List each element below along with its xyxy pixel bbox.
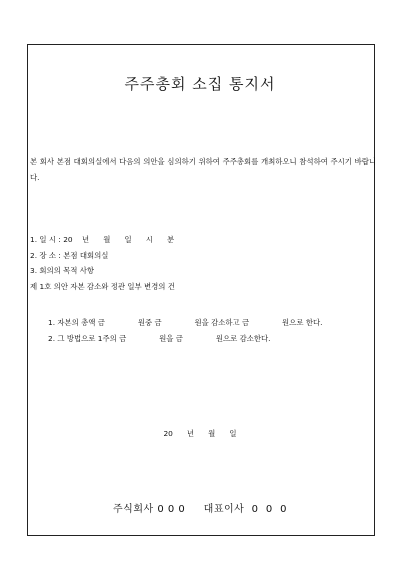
- document-title: 주주총회 소집 통지서: [124, 75, 276, 93]
- agenda-item-datetime: 1. 일 시 : 20 년 월 일 시 분: [30, 235, 175, 244]
- agenda-item-proposal: 제 1호 의안 자본 감소와 정관 일부 변경의 건: [30, 281, 175, 291]
- notice-date: 20 년 월 일: [163, 429, 237, 438]
- proposal-detail-2: 2. 그 방법으로 1주의 금 원을 금 원으로 감소한다.: [48, 334, 271, 343]
- intro-paragraph: 본 회사 본점 대회의실에서 다음의 의안을 심의하기 위하여 주주총회를 개최하오니 참석하여 주시기 바랍니다.: [30, 157, 376, 182]
- proposal-detail-1: 1. 자본의 총액 금 원중 금 원을 감소하고 금 원으로 한다.: [48, 318, 323, 327]
- agenda-list: [30, 232, 175, 294]
- signature-line: 주식회사 0 0 0 대표이사 0 0 0: [113, 504, 287, 515]
- agenda-item-place: 2. 장 소 : 본점 대회의실: [30, 250, 109, 260]
- agenda-item-purpose: 3. 회의의 목적 사항: [30, 266, 95, 275]
- proposal-details: [48, 315, 376, 347]
